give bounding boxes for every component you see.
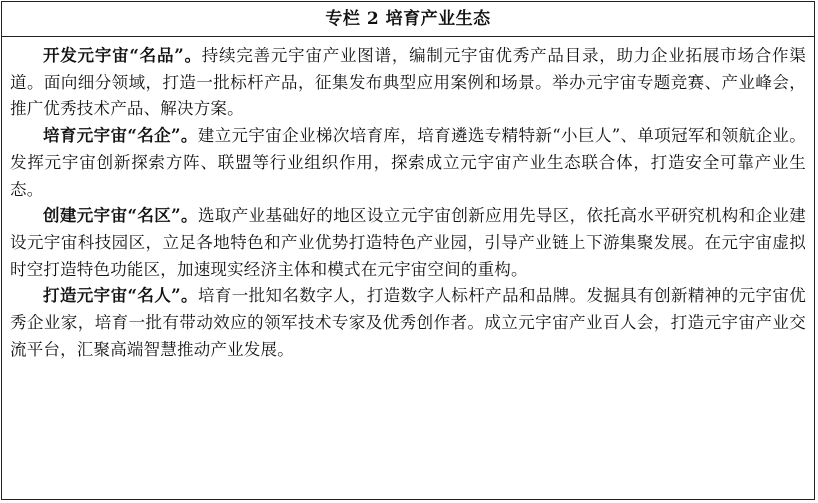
column-title: 专栏 2 培育产业生态 — [2, 2, 814, 37]
paragraph-famous-people — [10, 283, 806, 363]
paragraph-lead: 打造元宇宙“名人”。 — [43, 286, 198, 306]
paragraph-text: 选取产业基础好的地区设立元宇宙创新应用先导区，依托高水平研究机构和企业建设元宇宙科技园区，立足各地特色和产业优势打造特色产业园，引导产业链上下游集聚发展。在元宇宙虚拟时空打造特色功能区，加速现实经济主体和模式在元宇宙空间的重构。 — [10, 206, 807, 279]
paragraph-lead: 开发元宇宙“名品”。 — [43, 46, 202, 65]
paragraph-text: 持续完善元宇宙产业图谱，编制元宇宙优秀产品目录，助力企业拓展市场合作渠道。面向细分领域，打造一批标杆产品，征集发布典型应用案例和场景。举办元宇宙专题竞赛、产业峰会，推广优秀技术产品、解决方案。 — [10, 46, 806, 119]
paragraph-lead: 创建元宇宙“名区”。 — [43, 206, 198, 226]
paragraph-lead: 培育元宇宙“名企”。 — [43, 126, 198, 146]
paragraph-text: 建立元宇宙企业梯次培育库，培育遴选专精特新“小巨人”、单项冠军和领航企业。发挥元宇宙创新探索方阵、联盟等行业组织作用，探索成立元宇宙产业生态联合体，打造安全可靠产业生态。 — [10, 126, 806, 199]
paragraph-famous-products — [10, 43, 806, 123]
column-content — [2, 37, 814, 363]
paragraph-famous-zones — [10, 203, 806, 283]
paragraph-famous-enterprises — [10, 123, 806, 203]
paragraph-text: 培育一批知名数字人，打造数字人标杆产品和品牌。发掘具有创新精神的元宇宙优秀企业家，培育一批有带动效应的领军技术专家及优秀创作者。成立元宇宙产业百人会，打造元宇宙产业交流平台，汇聚高端智慧推动产业发展。 — [10, 286, 807, 359]
column-box — [1, 1, 815, 500]
